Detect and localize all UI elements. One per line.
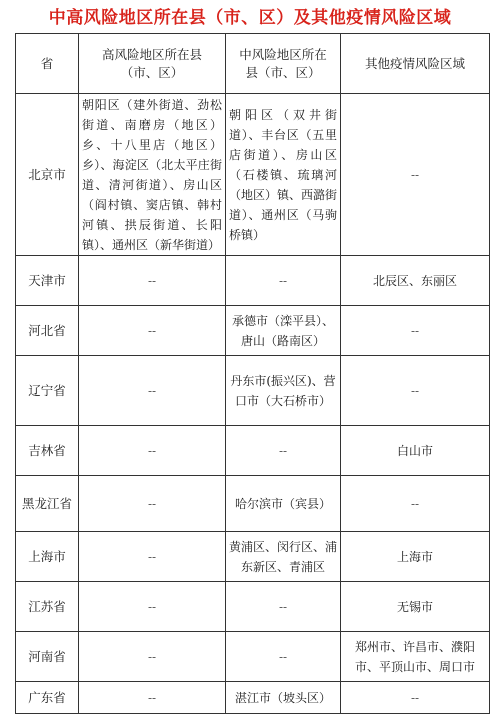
table-row: [16, 632, 490, 682]
medium-risk-cell: --: [226, 632, 341, 682]
high-risk-cell: --: [79, 582, 226, 632]
col-header-other-risk: 其他疫情风险区域: [341, 34, 490, 94]
medium-risk-cell: 丹东市(振兴区)、营口市（大石桥市）: [226, 356, 341, 426]
province-cell: 吉林省: [16, 426, 79, 476]
province-cell: 江苏省: [16, 582, 79, 632]
high-risk-cell: --: [79, 426, 226, 476]
medium-risk-cell: 承德市（滦平县）、唐山（路南区）: [226, 306, 341, 356]
table-row: [16, 476, 490, 532]
table-row: [16, 426, 490, 476]
medium-risk-cell: --: [226, 256, 341, 306]
high-risk-cell: --: [79, 356, 226, 426]
province-cell: 辽宁省: [16, 356, 79, 426]
col-header-high-risk: 高风险地区所在县（市、区）: [79, 34, 226, 94]
high-risk-cell: --: [79, 632, 226, 682]
high-risk-cell: --: [79, 682, 226, 714]
other-risk-cell: --: [341, 476, 490, 532]
other-risk-cell: 无锡市: [341, 582, 490, 632]
medium-risk-cell: --: [226, 426, 341, 476]
other-risk-cell: --: [341, 682, 490, 714]
province-cell: 天津市: [16, 256, 79, 306]
table-row: [16, 94, 490, 256]
other-risk-cell: 白山市: [341, 426, 490, 476]
table-row: [16, 532, 490, 582]
province-cell: 北京市: [16, 94, 79, 256]
medium-risk-cell: 湛江市（坡头区）: [226, 682, 341, 714]
other-risk-cell: --: [341, 356, 490, 426]
province-cell: 上海市: [16, 532, 79, 582]
table-row: [16, 256, 490, 306]
medium-risk-cell: 朝阳区（双井街道）、丰台区（五里店街道）、房山区（石楼镇、琉璃河（地区）镇、西潞街道）、通州区（马驹桥镇）: [226, 94, 341, 256]
col-header-medium-risk: 中风险地区所在县（市、区）: [226, 34, 341, 94]
high-risk-cell: --: [79, 256, 226, 306]
table-header-row: [16, 34, 490, 94]
other-risk-cell: 上海市: [341, 532, 490, 582]
high-risk-cell: --: [79, 532, 226, 582]
table-row: [16, 306, 490, 356]
table-row: [16, 582, 490, 632]
high-risk-cell: --: [79, 476, 226, 532]
medium-risk-cell: --: [226, 582, 341, 632]
province-cell: 广东省: [16, 682, 79, 714]
high-risk-cell: --: [79, 306, 226, 356]
risk-area-table: [15, 33, 490, 714]
page-title: 中高风险地区所在县（市、区）及其他疫情风险区域: [48, 8, 452, 28]
other-risk-cell: --: [341, 306, 490, 356]
medium-risk-cell: 黄浦区、闵行区、浦东新区、青浦区: [226, 532, 341, 582]
province-cell: 河北省: [16, 306, 79, 356]
province-cell: 河南省: [16, 632, 79, 682]
other-risk-cell: 北辰区、东丽区: [341, 256, 490, 306]
high-risk-cell: 朝阳区（建外街道、劲松街道、南磨房（地区）乡、十八里店（地区）乡）、海淀区（北太平庄街道、清河街道）、房山区（阎村镇、窦店镇、韩村河镇、拱辰街道、长阳镇）、通州区（新华街道）: [79, 94, 226, 256]
other-risk-cell: --: [341, 94, 490, 256]
province-cell: 黑龙江省: [16, 476, 79, 532]
table-row: [16, 682, 490, 714]
table-row: [16, 356, 490, 426]
medium-risk-cell: 哈尔滨市（宾县）: [226, 476, 341, 532]
other-risk-cell: 郑州市、许昌市、濮阳市、平顶山市、周口市: [341, 632, 490, 682]
col-header-province: 省: [16, 34, 79, 94]
